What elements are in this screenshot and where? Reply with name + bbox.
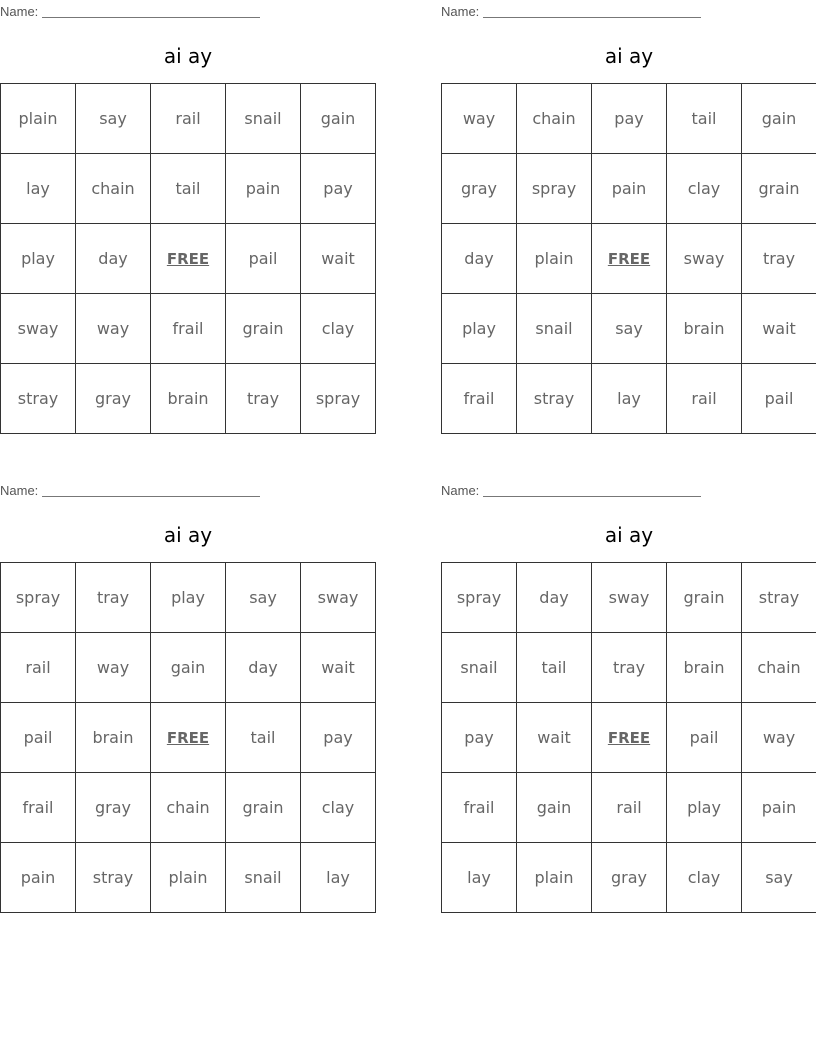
grid-row bbox=[442, 563, 816, 633]
word-cell[interactable]: frail bbox=[1, 773, 76, 843]
grid-row bbox=[442, 843, 816, 913]
word-cell[interactable]: day bbox=[517, 563, 592, 633]
word-cell[interactable]: lay bbox=[592, 364, 667, 434]
word-cell[interactable]: stray bbox=[517, 364, 592, 434]
bingo-card-4 bbox=[441, 479, 816, 919]
word-cell[interactable]: lay bbox=[301, 843, 376, 913]
word-cell[interactable]: rail bbox=[1, 633, 76, 703]
word-cell[interactable]: pain bbox=[1, 843, 76, 913]
word-cell[interactable]: play bbox=[1, 224, 76, 294]
word-cell[interactable]: gain bbox=[517, 773, 592, 843]
name-line[interactable] bbox=[483, 484, 701, 497]
word-cell[interactable]: gray bbox=[442, 154, 517, 224]
grid-row bbox=[1, 154, 376, 224]
grid-row bbox=[1, 224, 376, 294]
word-cell[interactable]: brain bbox=[667, 294, 742, 364]
word-cell[interactable]: day bbox=[226, 633, 301, 703]
word-cell[interactable]: grain bbox=[226, 773, 301, 843]
grid-row bbox=[442, 703, 816, 773]
word-cell[interactable]: wait bbox=[301, 224, 376, 294]
word-cell[interactable]: chain bbox=[76, 154, 151, 224]
word-cell[interactable]: spray bbox=[517, 154, 592, 224]
bingo-grid bbox=[0, 83, 376, 434]
word-cell[interactable]: plain bbox=[1, 84, 76, 154]
word-cell[interactable]: stray bbox=[76, 843, 151, 913]
word-cell[interactable]: play bbox=[667, 773, 742, 843]
name-line[interactable] bbox=[42, 484, 260, 497]
word-cell[interactable]: day bbox=[76, 224, 151, 294]
word-cell[interactable]: snail bbox=[442, 633, 517, 703]
word-cell[interactable]: say bbox=[76, 84, 151, 154]
word-cell[interactable]: grain bbox=[226, 294, 301, 364]
name-label: Name: bbox=[441, 482, 480, 498]
word-cell[interactable]: pay bbox=[592, 84, 667, 154]
word-cell[interactable]: plain bbox=[151, 843, 226, 913]
word-cell[interactable]: sway bbox=[667, 224, 742, 294]
word-cell[interactable]: tail bbox=[151, 154, 226, 224]
name-label: Name: bbox=[441, 3, 480, 19]
word-cell[interactable]: tray bbox=[592, 633, 667, 703]
word-cell[interactable]: wait bbox=[742, 294, 816, 364]
free-space[interactable]: FREE bbox=[151, 703, 226, 773]
word-cell[interactable]: way bbox=[742, 703, 816, 773]
grid-row bbox=[442, 364, 816, 434]
word-cell[interactable]: gray bbox=[76, 364, 151, 434]
word-cell[interactable]: way bbox=[76, 633, 151, 703]
word-cell[interactable]: chain bbox=[517, 84, 592, 154]
word-cell[interactable]: grain bbox=[742, 154, 816, 224]
word-cell[interactable]: way bbox=[442, 84, 517, 154]
word-cell[interactable]: tray bbox=[226, 364, 301, 434]
word-cell[interactable]: spray bbox=[1, 563, 76, 633]
word-cell[interactable]: pail bbox=[742, 364, 816, 434]
word-cell[interactable]: play bbox=[151, 563, 226, 633]
word-cell[interactable]: sway bbox=[592, 563, 667, 633]
word-cell[interactable]: stray bbox=[1, 364, 76, 434]
word-cell[interactable]: clay bbox=[301, 294, 376, 364]
word-cell[interactable]: say bbox=[226, 563, 301, 633]
card-title: ai ay bbox=[163, 523, 213, 547]
word-cell[interactable]: snail bbox=[226, 843, 301, 913]
grid-row bbox=[442, 84, 816, 154]
grid-row bbox=[1, 633, 376, 703]
card-title: ai ay bbox=[163, 44, 213, 68]
word-cell[interactable]: sway bbox=[1, 294, 76, 364]
free-space[interactable]: FREE bbox=[592, 224, 667, 294]
word-cell[interactable]: spray bbox=[442, 563, 517, 633]
word-cell[interactable]: pain bbox=[742, 773, 816, 843]
bingo-grid bbox=[441, 83, 816, 434]
word-cell[interactable]: sway bbox=[301, 563, 376, 633]
bingo-grid bbox=[0, 562, 376, 913]
bingo-card-3 bbox=[0, 479, 376, 919]
word-cell[interactable]: gray bbox=[592, 843, 667, 913]
word-cell[interactable]: clay bbox=[667, 154, 742, 224]
word-cell[interactable]: tray bbox=[742, 224, 816, 294]
word-cell[interactable]: spray bbox=[301, 364, 376, 434]
name-label: Name: bbox=[0, 3, 39, 19]
bingo-card-1 bbox=[0, 0, 376, 440]
grid-row bbox=[442, 154, 816, 224]
name-field bbox=[441, 3, 701, 19]
grid-row bbox=[1, 843, 376, 913]
word-cell[interactable]: rail bbox=[151, 84, 226, 154]
grid-row bbox=[442, 294, 816, 364]
word-cell[interactable]: brain bbox=[667, 633, 742, 703]
word-cell[interactable]: pain bbox=[592, 154, 667, 224]
name-line[interactable] bbox=[483, 5, 701, 18]
word-cell[interactable]: lay bbox=[1, 154, 76, 224]
free-space[interactable]: FREE bbox=[151, 224, 226, 294]
word-cell[interactable]: gain bbox=[742, 84, 816, 154]
word-cell[interactable]: say bbox=[592, 294, 667, 364]
word-cell[interactable]: gain bbox=[151, 633, 226, 703]
grid-row bbox=[1, 294, 376, 364]
grid-row bbox=[1, 364, 376, 434]
name-field bbox=[0, 482, 260, 498]
word-cell[interactable]: frail bbox=[442, 773, 517, 843]
name-field bbox=[441, 482, 701, 498]
free-space[interactable]: FREE bbox=[592, 703, 667, 773]
word-cell[interactable]: rail bbox=[592, 773, 667, 843]
name-line[interactable] bbox=[42, 5, 260, 18]
card-title: ai ay bbox=[604, 523, 654, 547]
grid-row bbox=[442, 224, 816, 294]
word-cell[interactable]: pay bbox=[301, 703, 376, 773]
word-cell[interactable]: grain bbox=[667, 563, 742, 633]
word-cell[interactable]: plain bbox=[517, 843, 592, 913]
word-cell[interactable]: say bbox=[742, 843, 816, 913]
word-cell[interactable]: way bbox=[76, 294, 151, 364]
word-cell[interactable]: tail bbox=[667, 84, 742, 154]
word-cell[interactable]: lay bbox=[442, 843, 517, 913]
word-cell[interactable]: clay bbox=[667, 843, 742, 913]
word-cell[interactable]: gray bbox=[76, 773, 151, 843]
word-cell[interactable]: tray bbox=[76, 563, 151, 633]
word-cell[interactable]: pain bbox=[226, 154, 301, 224]
word-cell[interactable]: rail bbox=[667, 364, 742, 434]
bingo-grid bbox=[441, 562, 816, 913]
grid-row bbox=[1, 773, 376, 843]
word-cell[interactable]: chain bbox=[151, 773, 226, 843]
word-cell[interactable]: pail bbox=[667, 703, 742, 773]
word-cell[interactable]: stray bbox=[742, 563, 816, 633]
word-cell[interactable]: tail bbox=[226, 703, 301, 773]
word-cell[interactable]: brain bbox=[76, 703, 151, 773]
bingo-card-2 bbox=[441, 0, 816, 440]
word-cell[interactable]: wait bbox=[517, 703, 592, 773]
word-cell[interactable]: wait bbox=[301, 633, 376, 703]
name-label: Name: bbox=[0, 482, 39, 498]
card-title: ai ay bbox=[604, 44, 654, 68]
word-cell[interactable]: play bbox=[442, 294, 517, 364]
word-cell[interactable]: frail bbox=[442, 364, 517, 434]
word-cell[interactable]: pay bbox=[442, 703, 517, 773]
name-field bbox=[0, 3, 260, 19]
grid-row bbox=[1, 84, 376, 154]
word-cell[interactable]: brain bbox=[151, 364, 226, 434]
grid-row bbox=[1, 703, 376, 773]
word-cell[interactable]: frail bbox=[151, 294, 226, 364]
grid-row bbox=[442, 773, 816, 843]
grid-row bbox=[442, 633, 816, 703]
word-cell[interactable]: tail bbox=[517, 633, 592, 703]
word-cell[interactable]: clay bbox=[301, 773, 376, 843]
word-cell[interactable]: pail bbox=[226, 224, 301, 294]
word-cell[interactable]: plain bbox=[517, 224, 592, 294]
grid-row bbox=[1, 563, 376, 633]
word-cell[interactable]: chain bbox=[742, 633, 816, 703]
word-cell[interactable]: snail bbox=[517, 294, 592, 364]
word-cell[interactable]: snail bbox=[226, 84, 301, 154]
word-cell[interactable]: day bbox=[442, 224, 517, 294]
word-cell[interactable]: pay bbox=[301, 154, 376, 224]
word-cell[interactable]: pail bbox=[1, 703, 76, 773]
word-cell[interactable]: gain bbox=[301, 84, 376, 154]
